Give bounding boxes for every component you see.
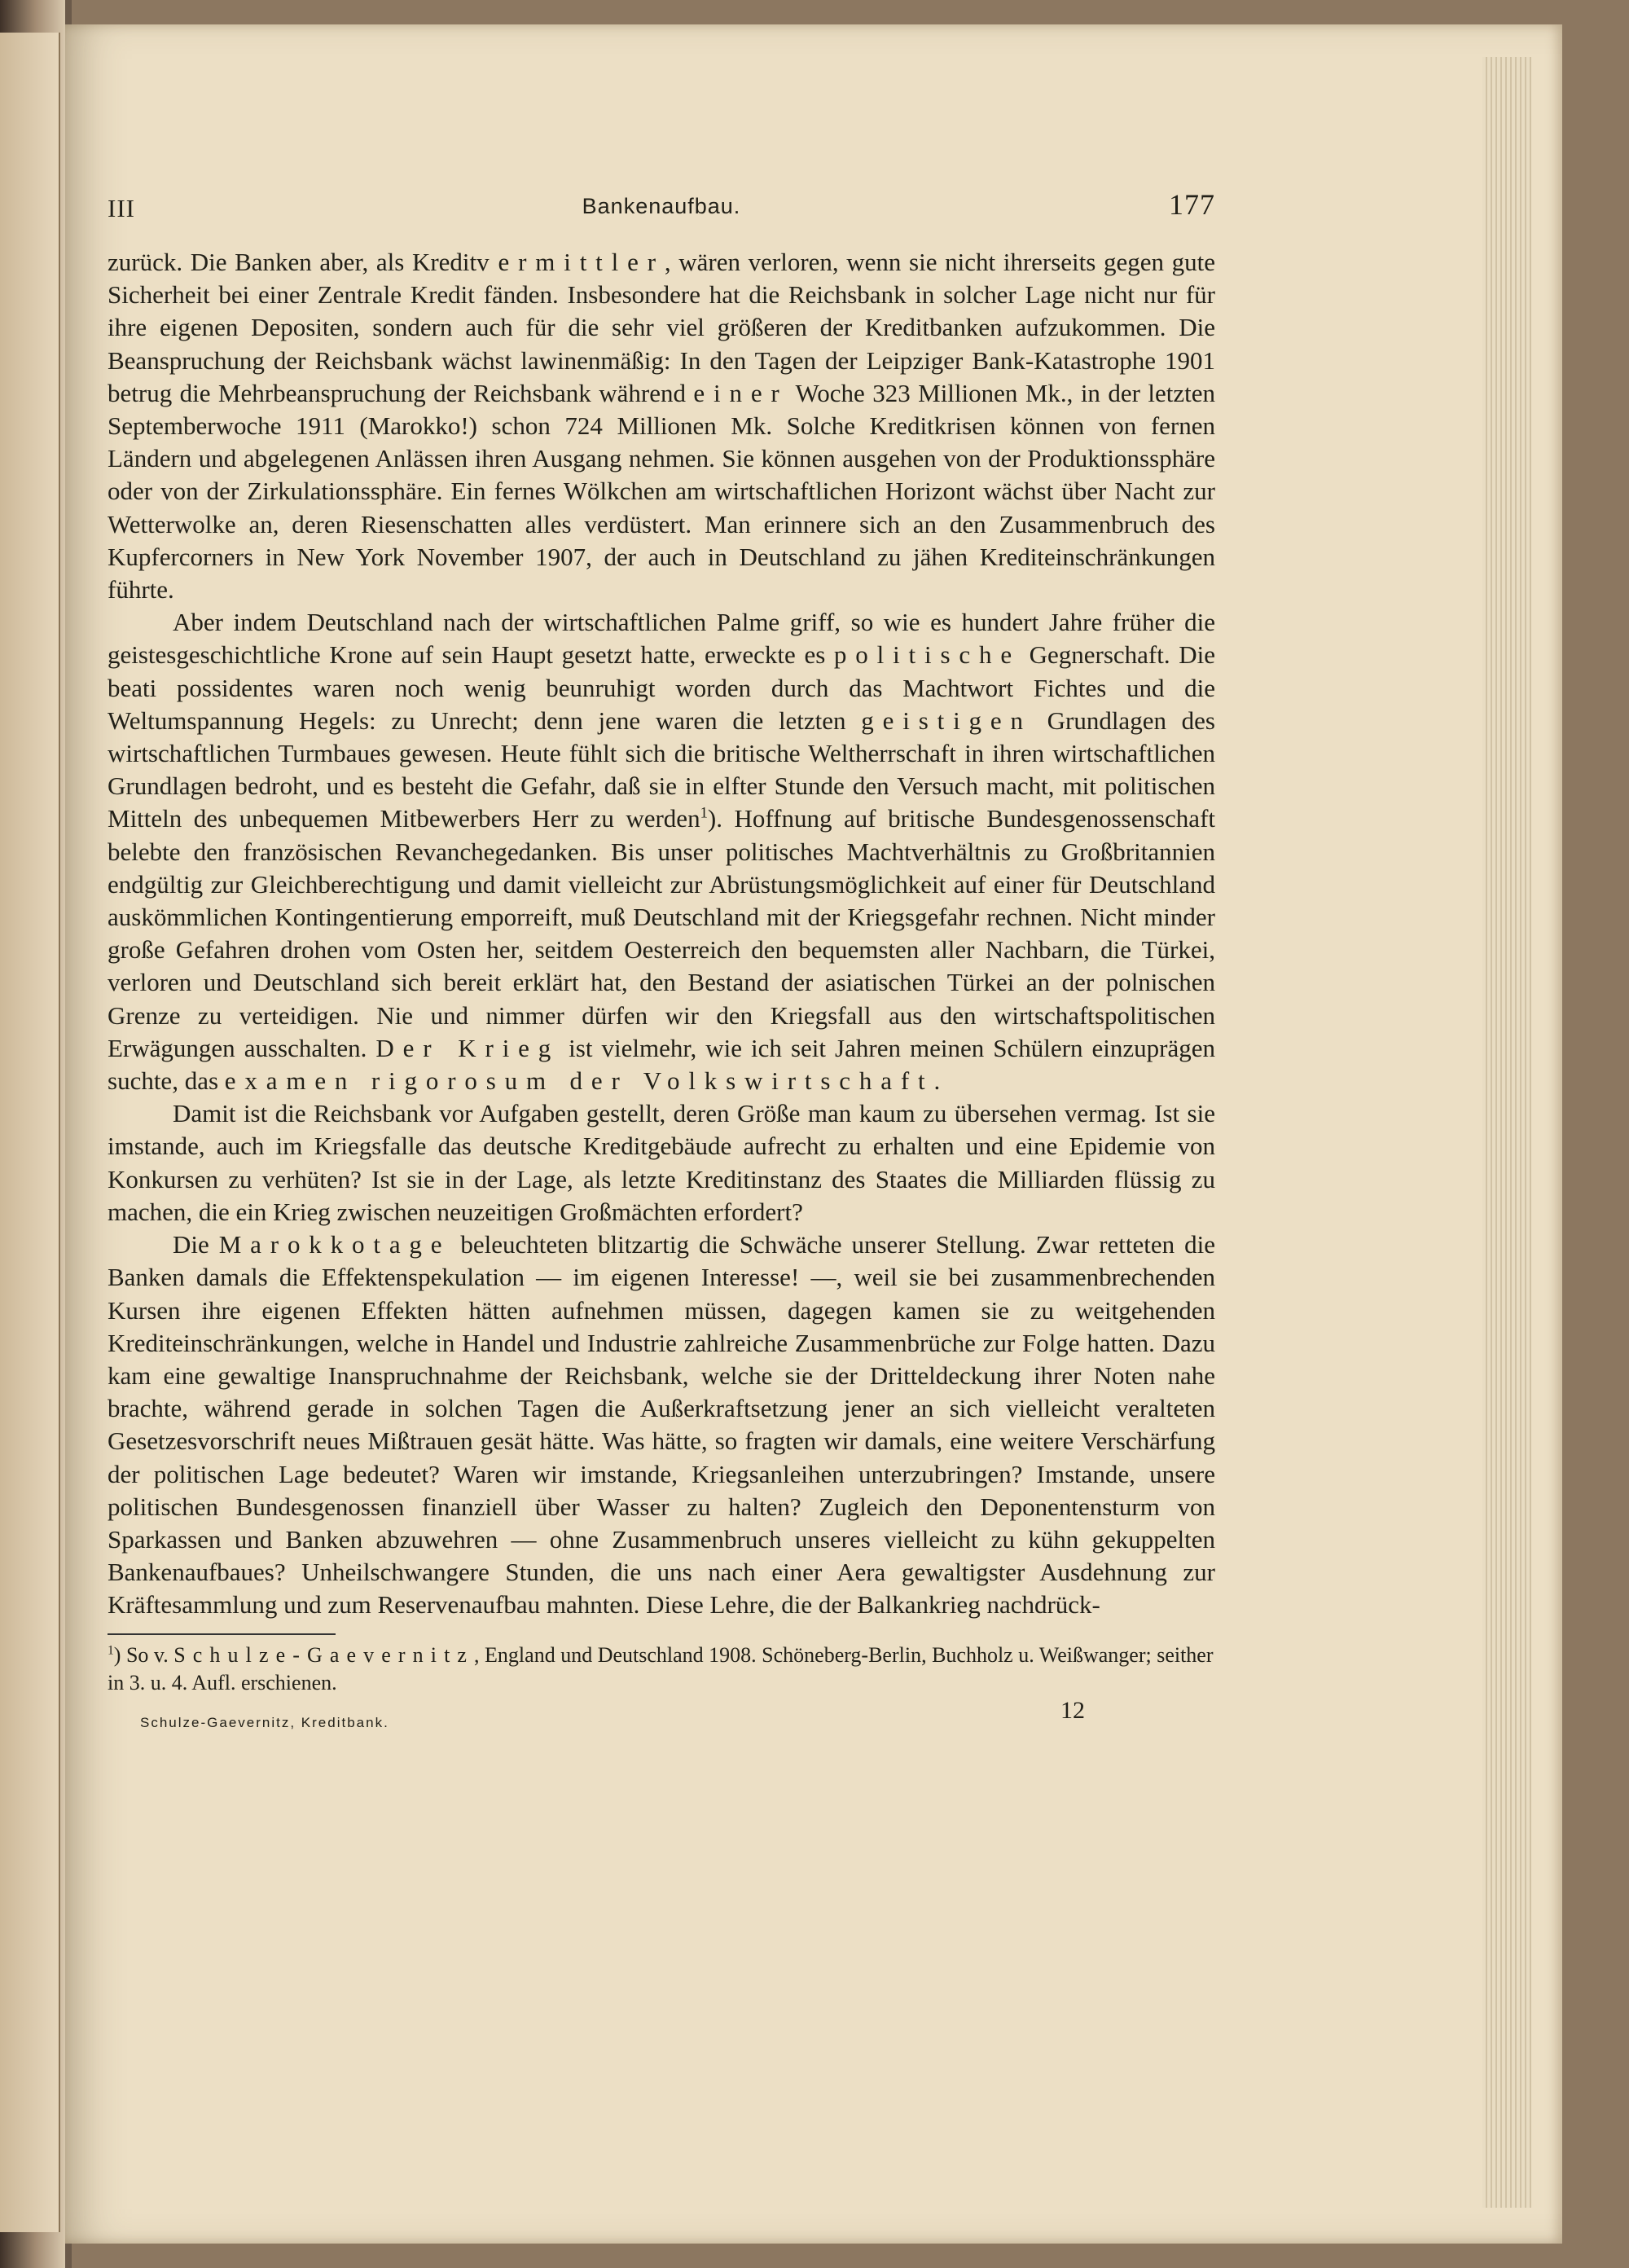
paragraph (108, 1228, 1215, 1621)
emphasized-text: einer (693, 378, 788, 407)
sheet-number: 12 (1060, 1696, 1085, 1724)
footnote-text: , England und Deutschland 1908. Schöneberg-Berlin, Buchholz u. Weißwanger; seither in 3. u. 4. Aufl. erschienen. (108, 1642, 1214, 1694)
paragraph (108, 1097, 1215, 1228)
paragraph (108, 246, 1215, 606)
emphasized-text: Marokkotage (218, 1230, 451, 1259)
text-run: Damit ist die Reichsbank vor Aufgaben gestellt, deren Größe man kaum zu übersehen vermag. Ist sie imstande, auch im Kriegsfalle das deutsche Kreditgebäude aufrecht zu erhalten und eine Epidemie von Konkursen zu verhüten? Ist sie in der Lage, als letzte Kreditinstanz des Staates die Milliarden flüssig zu machen, die ein Krieg zwischen neuzeitigen Großmächten erfordert? (108, 1099, 1215, 1226)
footnote-marker: 1 (700, 805, 708, 823)
printer-signature: Schulze-Gaevernitz, Kreditbank. (140, 1714, 389, 1730)
footnote-marker: 1 (108, 1642, 114, 1657)
text-run: beleuchteten blitzartig die Schwäche unserer Stellung. Zwar retteten die Banken damals die Effektenspekulation — im eigenen Interesse! —, weil sie bei zusammenbrechenden Kursen ihre eigenen Effekten hätten aufnehmen müssen, dagegen kamen sie zu weitgehenden Krediteinschränkungen, welche in Handel und Industrie zahlreiche Zusammenbrüche zur Folge hatten. Dazu kam eine gewaltige Inanspruchnahme der Reichsbank, welche sie der Dritteldeckung ihrer Noten nahe brachte, während gerade in solchen Tagen die Außerkraftsetzung jener an sich vielleicht veralteten Gesetzesvorschrift neues Mißtrauen gesät hätte. Was hätte, so fragten wir damals, eine weitere Verschärfung der politischen Lage bedeutet? Waren wir imstande, Kriegsanleihen unterzubringen? Imstande, unsere politischen Bundesgenossen finanziell über Wasser zu halten? Zugleich den Deponentensturm von Sparkassen und Banken abzuwehren — ohne Zusammenbruch unseres vielleicht zu kühn gekuppelten Bankenaufbaues? Unheilschwangere Stunden, die uns nach einer Aera gewaltigster Ausdehnung zur Kräftesammlung und zum Reservenaufbau mahnten. Diese Lehre, die der Balkankrieg nachdrück- (108, 1230, 1215, 1620)
emphasized-text: examen rigorosum der Volkswirtschaft (224, 1066, 934, 1096)
text-run: , wären verloren, wenn sie nicht ihrerseits gegen gute Sicherheit bei einer Zentrale Kredit fänden. Insbesondere hat die Reichsbank in solcher Lage nicht nur für ihre eigenen Depositen, sondern auch für die sehr viel größeren der Kreditbanken aufzukommen. Die Beanspruchung der Reichsbank wächst lawinenmäßig: In den Tagen der Leipziger Bank-Katastrophe 1901 betrug die Mehrbeanspruchung der Reichsbank während (108, 248, 1215, 407)
footnote-text: ) So v. (113, 1642, 174, 1667)
footnote-rule (108, 1633, 336, 1635)
chapter-number: III (108, 194, 135, 222)
text-run: ). Hoffnung auf britische Bundesgenossenschaft belebte den französischen Revanchegedanken. Bis unser politisches Machtverhältnis zu Großbritannien endgültig zur Gleichberechtigung und damit vielleicht zur Abrüstungsmöglichkeit auf einer für Deutschland auskömmlichen Kontingentierung emporreift, muß Deutschland mit der Kriegsgefahr rechnen. Nicht minder große Gefahren drohen vom Osten her, seitdem Oesterreich den bequemsten aller Nachbarn, die Türkei, verloren und Deutschland sich bereit erklärt hat, den Bestand der asiatischen Türkei an der polnischen Grenze zu verteidigen. Nie und nimmer dürfen wir den Kriegsfall aus den wirtschaftspolitischen Erwägungen ausschalten. (108, 804, 1216, 1062)
text-run: ist vielmehr, wie ich seit Jahren meinen Schülern einzuprägen suchte, das (108, 1033, 1215, 1096)
page-content (108, 187, 1215, 1741)
text-run: Die (173, 1230, 219, 1259)
emphasized-text: Der Krieg (375, 1033, 560, 1062)
text-run: Aber indem Deutschland nach der wirtschaftlichen Palme griff, so wie es hundert Jahre früher die geistesgeschichtliche Krone auf sein Haupt gesetzt hatte, erweckte es (108, 608, 1215, 670)
text-run: Grundlagen des wirtschaftlichen Turmbaues gewesen. Heute fühlt sich die britische Weltherrschaft in ihren wirtschaftlichen Grundlagen bedroht, und es besteht die Gefahr, daß sie in elfter Stunde den Versuch macht, mit politischen Mitteln des unbequemen Mitbewerbers Herr zu werden (108, 705, 1216, 833)
emphasized-text: politische (833, 640, 1021, 670)
paragraph (108, 606, 1215, 1097)
facing-page-edge (0, 33, 60, 2232)
signature-row (108, 1696, 1215, 1741)
emphasized-text: geistigen (861, 705, 1032, 735)
running-title: Bankenaufbau. (582, 194, 741, 218)
footnote (108, 1642, 1215, 1697)
page-number: 177 (1169, 188, 1215, 221)
running-header (108, 187, 1215, 228)
emphasized-text: Schulze-Gaevernitz (173, 1642, 475, 1667)
text-run: Gegnerschaft. Die beati possidentes waren noch wenig beunruhigt worden durch das Machtwort Fichtes und die Weltumspannung Hegels: zu Unrecht; denn jene waren die letzten (108, 640, 1215, 735)
text-run: . (933, 1066, 941, 1096)
body-text (108, 246, 1215, 1622)
emphasized-text: vermittler (476, 248, 665, 276)
text-run: zurück. Die Banken aber, als Kredit (108, 248, 477, 276)
page-edges (1482, 57, 1531, 2208)
text-run: Woche 323 Millionen Mk., in der letzten Septemberwoche 1911 (Marokko!) schon 724 Millionen Mk. Solche Kreditkrisen können von fernen Ländern und abgelegenen Anlässen ihren Ausgang nehmen. Sie können ausgehen von der Produktionssphäre oder von der Zirkulationssphäre. Ein fernes Wölkchen am wirtschaftlichen Horizont wächst über Nacht zur Wetterwolke an, deren Riesenschatten alles verdüstert. Man erinnere sich an den Zusammenbruch des Kupfercorners in New York November 1907, der auch in Deutschland zu jähen Krediteinschränkungen führte. (108, 378, 1215, 604)
